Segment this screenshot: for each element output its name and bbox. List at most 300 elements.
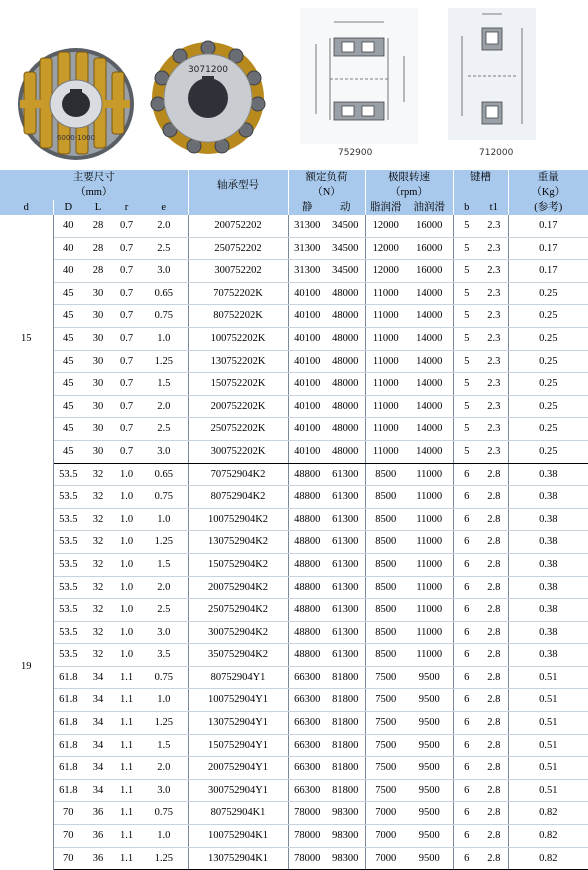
cell-e: 0.65	[140, 282, 188, 305]
table-row	[0, 553, 588, 576]
cell-t1: 2.8	[480, 712, 508, 735]
table-row	[0, 599, 588, 622]
cell-L: 28	[83, 260, 113, 283]
cell-grease: 7500	[365, 779, 406, 802]
header-col-weight-ref: (参考)	[508, 200, 588, 215]
cell-dynamic: 34500	[326, 237, 365, 260]
cell-weight: 0.51	[508, 779, 588, 802]
cell-grease: 8500	[365, 599, 406, 622]
cell-b: 6	[453, 553, 480, 576]
cell-static: 31300	[288, 215, 326, 237]
cell-b: 6	[453, 644, 480, 667]
cell-e: 2.5	[140, 418, 188, 441]
cell-D: 61.8	[53, 712, 83, 735]
cell-r: 1.1	[113, 666, 140, 689]
cell-static: 48800	[288, 553, 326, 576]
cell-L: 34	[83, 712, 113, 735]
cell-b: 6	[453, 712, 480, 735]
cell-r: 0.7	[113, 260, 140, 283]
cell-weight: 0.38	[508, 463, 588, 486]
cell-b: 6	[453, 599, 480, 622]
cell-grease: 12000	[365, 260, 406, 283]
cell-L: 28	[83, 237, 113, 260]
cell-grease: 7500	[365, 734, 406, 757]
cell-t1: 2.3	[480, 418, 508, 441]
cell-L: 30	[83, 282, 113, 305]
cell-D: 53.5	[53, 463, 83, 486]
cell-L: 32	[83, 644, 113, 667]
cell-dynamic: 48000	[326, 418, 365, 441]
cell-b: 6	[453, 825, 480, 848]
cell-oil: 11000	[406, 553, 453, 576]
cell-model: 70752904K2	[188, 463, 288, 486]
cell-weight: 0.51	[508, 757, 588, 780]
cell-model: 150752904Y1	[188, 734, 288, 757]
cell-oil: 16000	[406, 237, 453, 260]
cell-D: 53.5	[53, 621, 83, 644]
cell-weight: 0.38	[508, 553, 588, 576]
cell-grease: 11000	[365, 440, 406, 463]
cell-oil: 9500	[406, 734, 453, 757]
drawing-752900	[300, 8, 418, 144]
cell-r: 0.7	[113, 350, 140, 373]
cell-dynamic: 81800	[326, 779, 365, 802]
specification-table	[0, 170, 588, 870]
cell-oil: 11000	[406, 621, 453, 644]
cell-grease: 11000	[365, 327, 406, 350]
cell-model: 300752202	[188, 260, 288, 283]
cell-grease: 7000	[365, 825, 406, 848]
cell-grease: 11000	[365, 373, 406, 396]
cell-weight: 0.38	[508, 486, 588, 509]
cell-oil: 14000	[406, 440, 453, 463]
cell-model: 130752904Y1	[188, 712, 288, 735]
cell-static: 78000	[288, 825, 326, 848]
cell-dynamic: 48000	[326, 373, 365, 396]
cell-L: 36	[83, 825, 113, 848]
cell-model: 100752904K2	[188, 508, 288, 531]
cell-oil: 9500	[406, 825, 453, 848]
header-col-L: L	[83, 200, 113, 215]
cell-L: 32	[83, 463, 113, 486]
table-row	[0, 395, 588, 418]
cell-r: 0.7	[113, 305, 140, 328]
cell-grease: 8500	[365, 463, 406, 486]
cell-grease: 11000	[365, 305, 406, 328]
header-col-oil: 油润滑	[406, 200, 453, 215]
cell-oil: 9500	[406, 712, 453, 735]
header-col-d: d	[0, 200, 53, 215]
bearing-photo-side	[10, 42, 140, 166]
cell-L: 30	[83, 440, 113, 463]
cell-dynamic: 61300	[326, 463, 365, 486]
cell-r: 1.0	[113, 621, 140, 644]
cell-r: 1.0	[113, 599, 140, 622]
cell-model: 150752202K	[188, 373, 288, 396]
cell-e: 3.0	[140, 779, 188, 802]
cell-r: 1.1	[113, 712, 140, 735]
cell-weight: 0.38	[508, 508, 588, 531]
cell-L: 32	[83, 576, 113, 599]
table-row	[0, 237, 588, 260]
cell-e: 0.75	[140, 486, 188, 509]
cell-grease: 11000	[365, 282, 406, 305]
table-row	[0, 463, 588, 486]
cell-r: 1.1	[113, 802, 140, 825]
cell-oil: 11000	[406, 644, 453, 667]
cell-r: 1.1	[113, 847, 140, 870]
cell-dynamic: 61300	[326, 508, 365, 531]
cell-L: 34	[83, 757, 113, 780]
table-row	[0, 215, 588, 237]
cell-b: 6	[453, 847, 480, 870]
cell-e: 1.25	[140, 531, 188, 554]
cell-e: 1.0	[140, 825, 188, 848]
cell-L: 30	[83, 418, 113, 441]
cell-t1: 2.3	[480, 260, 508, 283]
cell-e: 1.5	[140, 734, 188, 757]
cell-dynamic: 81800	[326, 689, 365, 712]
cell-model: 300752202K	[188, 440, 288, 463]
cell-grease: 8500	[365, 621, 406, 644]
cell-r: 1.1	[113, 689, 140, 712]
cell-e: 1.25	[140, 712, 188, 735]
cell-model: 300752904K2	[188, 621, 288, 644]
cell-e: 2.0	[140, 576, 188, 599]
cell-weight: 0.38	[508, 644, 588, 667]
cell-e: 2.5	[140, 237, 188, 260]
cell-b: 6	[453, 486, 480, 509]
cell-r: 0.7	[113, 395, 140, 418]
cell-D: 45	[53, 418, 83, 441]
header-col-b: b	[453, 200, 480, 215]
cell-model: 250752904K2	[188, 599, 288, 622]
cell-dynamic: 61300	[326, 599, 365, 622]
cell-t1: 2.3	[480, 282, 508, 305]
cell-t1: 2.3	[480, 237, 508, 260]
cell-dynamic: 98300	[326, 847, 365, 870]
cell-oil: 11000	[406, 486, 453, 509]
cell-model: 100752904Y1	[188, 689, 288, 712]
cell-static: 66300	[288, 757, 326, 780]
cell-t1: 2.8	[480, 644, 508, 667]
table-row	[0, 621, 588, 644]
cell-e: 2.0	[140, 395, 188, 418]
cell-static: 40100	[288, 282, 326, 305]
cell-L: 32	[83, 553, 113, 576]
header-col-D: D	[53, 200, 83, 215]
cell-r: 0.7	[113, 327, 140, 350]
cell-D: 70	[53, 847, 83, 870]
cell-D: 53.5	[53, 599, 83, 622]
table-row	[0, 666, 588, 689]
cell-L: 30	[83, 305, 113, 328]
cell-b: 5	[453, 418, 480, 441]
cell-model: 80752904Y1	[188, 666, 288, 689]
cell-oil: 16000	[406, 215, 453, 237]
cell-r: 1.0	[113, 644, 140, 667]
cell-D: 53.5	[53, 508, 83, 531]
cell-static: 48800	[288, 644, 326, 667]
cell-b: 6	[453, 689, 480, 712]
table-row	[0, 689, 588, 712]
cell-D: 53.5	[53, 486, 83, 509]
cell-e: 1.5	[140, 373, 188, 396]
cell-dynamic: 61300	[326, 531, 365, 554]
cell-oil: 14000	[406, 282, 453, 305]
cell-dynamic: 61300	[326, 553, 365, 576]
cell-t1: 2.8	[480, 666, 508, 689]
cell-weight: 0.17	[508, 215, 588, 237]
cell-model: 100752904K1	[188, 825, 288, 848]
table-row	[0, 757, 588, 780]
cell-static: 40100	[288, 418, 326, 441]
cell-L: 32	[83, 599, 113, 622]
cell-L: 34	[83, 666, 113, 689]
cell-t1: 2.3	[480, 350, 508, 373]
cell-dynamic: 81800	[326, 666, 365, 689]
cell-e: 1.5	[140, 553, 188, 576]
cell-grease: 11000	[365, 418, 406, 441]
table-row	[0, 531, 588, 554]
cell-weight: 0.25	[508, 305, 588, 328]
cell-t1: 2.8	[480, 779, 508, 802]
cell-dynamic: 61300	[326, 621, 365, 644]
cell-grease: 7000	[365, 847, 406, 870]
table-row	[0, 644, 588, 667]
cell-L: 32	[83, 531, 113, 554]
cell-D: 40	[53, 237, 83, 260]
cell-weight: 0.82	[508, 802, 588, 825]
cell-D: 70	[53, 802, 83, 825]
cell-oil: 14000	[406, 305, 453, 328]
cell-b: 5	[453, 373, 480, 396]
cell-dynamic: 81800	[326, 734, 365, 757]
table-row	[0, 418, 588, 441]
cell-oil: 14000	[406, 418, 453, 441]
header-weight: 重量	[508, 170, 588, 185]
cell-e: 3.0	[140, 260, 188, 283]
cell-dynamic: 81800	[326, 757, 365, 780]
cell-b: 6	[453, 734, 480, 757]
cell-b: 5	[453, 305, 480, 328]
cell-static: 40100	[288, 440, 326, 463]
cell-r: 1.1	[113, 825, 140, 848]
cell-model: 130752202K	[188, 350, 288, 373]
cell-grease: 8500	[365, 531, 406, 554]
cell-grease: 8500	[365, 508, 406, 531]
cell-r: 1.0	[113, 463, 140, 486]
cell-model: 80752904K2	[188, 486, 288, 509]
cell-dynamic: 48000	[326, 440, 365, 463]
cell-b: 6	[453, 757, 480, 780]
header-keyway: 键槽	[453, 170, 508, 185]
cell-b: 5	[453, 440, 480, 463]
cell-r: 1.0	[113, 508, 140, 531]
cell-model: 100752202K	[188, 327, 288, 350]
header-row-1	[0, 170, 588, 185]
table-row	[0, 282, 588, 305]
cell-D: 45	[53, 395, 83, 418]
cell-model: 130752904K1	[188, 847, 288, 870]
cell-weight: 0.38	[508, 621, 588, 644]
cell-b: 5	[453, 215, 480, 237]
cell-L: 36	[83, 847, 113, 870]
cell-D: 61.8	[53, 666, 83, 689]
cell-t1: 2.3	[480, 440, 508, 463]
cell-e: 3.5	[140, 644, 188, 667]
cell-grease: 8500	[365, 576, 406, 599]
cell-grease: 12000	[365, 215, 406, 237]
cell-e: 1.25	[140, 847, 188, 870]
cell-model: 80752202K	[188, 305, 288, 328]
cell-model: 250752202K	[188, 418, 288, 441]
cell-t1: 2.8	[480, 486, 508, 509]
photo-a-label: 6000-1000	[56, 134, 96, 142]
cell-r: 0.7	[113, 418, 140, 441]
cell-D: 45	[53, 350, 83, 373]
cell-static: 48800	[288, 576, 326, 599]
cell-t1: 2.8	[480, 463, 508, 486]
cell-oil: 9500	[406, 802, 453, 825]
cell-oil: 9500	[406, 666, 453, 689]
cell-dynamic: 81800	[326, 712, 365, 735]
cell-static: 31300	[288, 237, 326, 260]
cell-model: 300752904Y1	[188, 779, 288, 802]
bearing-photo-front	[148, 38, 268, 158]
cell-t1: 2.3	[480, 327, 508, 350]
cell-e: 2.0	[140, 757, 188, 780]
cell-weight: 0.51	[508, 734, 588, 757]
cell-dynamic: 34500	[326, 215, 365, 237]
cell-dynamic: 61300	[326, 576, 365, 599]
cell-t1: 2.8	[480, 553, 508, 576]
cell-static: 66300	[288, 666, 326, 689]
table-row	[0, 802, 588, 825]
header-main-dimensions: 主要尺寸	[0, 170, 188, 185]
cell-e: 0.75	[140, 305, 188, 328]
cell-grease: 8500	[365, 553, 406, 576]
cell-b: 5	[453, 350, 480, 373]
cell-L: 34	[83, 779, 113, 802]
cell-weight: 0.51	[508, 689, 588, 712]
cell-model: 200752202	[188, 215, 288, 237]
cell-oil: 14000	[406, 373, 453, 396]
cell-dynamic: 48000	[326, 282, 365, 305]
cell-D: 45	[53, 440, 83, 463]
cell-grease: 8500	[365, 486, 406, 509]
cell-static: 48800	[288, 486, 326, 509]
header-speed-unit: （rpm）	[365, 185, 453, 200]
cell-oil: 11000	[406, 531, 453, 554]
cell-t1: 2.8	[480, 734, 508, 757]
cell-dynamic: 98300	[326, 802, 365, 825]
cell-t1: 2.3	[480, 305, 508, 328]
cell-dynamic: 34500	[326, 260, 365, 283]
cell-b: 6	[453, 531, 480, 554]
cell-t1: 2.8	[480, 847, 508, 870]
cell-static: 48800	[288, 599, 326, 622]
cell-t1: 2.8	[480, 621, 508, 644]
cell-model: 80752904K1	[188, 802, 288, 825]
cell-b: 5	[453, 282, 480, 305]
cell-b: 5	[453, 327, 480, 350]
cell-r: 1.1	[113, 734, 140, 757]
cell-model: 70752202K	[188, 282, 288, 305]
cell-grease: 7500	[365, 689, 406, 712]
table-row	[0, 486, 588, 509]
cell-D: 70	[53, 825, 83, 848]
cell-oil: 9500	[406, 779, 453, 802]
header-load: 额定负荷	[288, 170, 365, 185]
cell-t1: 2.8	[480, 531, 508, 554]
drawing-712000	[448, 8, 536, 140]
cell-weight: 0.17	[508, 237, 588, 260]
cell-oil: 9500	[406, 757, 453, 780]
cell-oil: 14000	[406, 350, 453, 373]
table-row	[0, 373, 588, 396]
header-model: 轴承型号	[188, 170, 288, 200]
drawing-caption-b: 712000	[479, 148, 514, 158]
cell-r: 1.1	[113, 779, 140, 802]
cell-weight: 0.17	[508, 260, 588, 283]
cell-oil: 11000	[406, 599, 453, 622]
cell-D: 61.8	[53, 779, 83, 802]
cell-grease: 8500	[365, 644, 406, 667]
cell-static: 40100	[288, 373, 326, 396]
drawing-caption-a: 752900	[338, 148, 373, 158]
cell-e: 3.0	[140, 621, 188, 644]
cell-r: 0.7	[113, 373, 140, 396]
cell-dynamic: 61300	[326, 486, 365, 509]
cell-weight: 0.25	[508, 440, 588, 463]
cell-grease: 7500	[365, 666, 406, 689]
cell-r: 1.0	[113, 576, 140, 599]
cell-oil: 14000	[406, 395, 453, 418]
cell-static: 40100	[288, 350, 326, 373]
cell-weight: 0.25	[508, 418, 588, 441]
cell-weight: 0.51	[508, 666, 588, 689]
header-col-t1: t1	[480, 200, 508, 215]
table-row	[0, 734, 588, 757]
cell-static: 78000	[288, 802, 326, 825]
cell-L: 34	[83, 689, 113, 712]
cell-static: 66300	[288, 734, 326, 757]
cell-t1: 2.8	[480, 689, 508, 712]
cell-L: 34	[83, 734, 113, 757]
cell-t1: 2.8	[480, 599, 508, 622]
cell-t1: 2.8	[480, 802, 508, 825]
table-row	[0, 327, 588, 350]
cell-L: 30	[83, 373, 113, 396]
header-col-r: r	[113, 200, 140, 215]
cell-dynamic: 48000	[326, 350, 365, 373]
cell-dynamic: 61300	[326, 644, 365, 667]
cell-t1: 2.8	[480, 508, 508, 531]
table-row	[0, 350, 588, 373]
cell-D: 53.5	[53, 531, 83, 554]
cell-D: 40	[53, 260, 83, 283]
cell-L: 32	[83, 621, 113, 644]
cell-oil: 16000	[406, 260, 453, 283]
cell-weight: 0.38	[508, 531, 588, 554]
cell-D: 53.5	[53, 576, 83, 599]
table-row	[0, 305, 588, 328]
cell-e: 0.65	[140, 463, 188, 486]
cell-D: 40	[53, 215, 83, 237]
cell-oil: 14000	[406, 327, 453, 350]
cell-D: 61.8	[53, 689, 83, 712]
